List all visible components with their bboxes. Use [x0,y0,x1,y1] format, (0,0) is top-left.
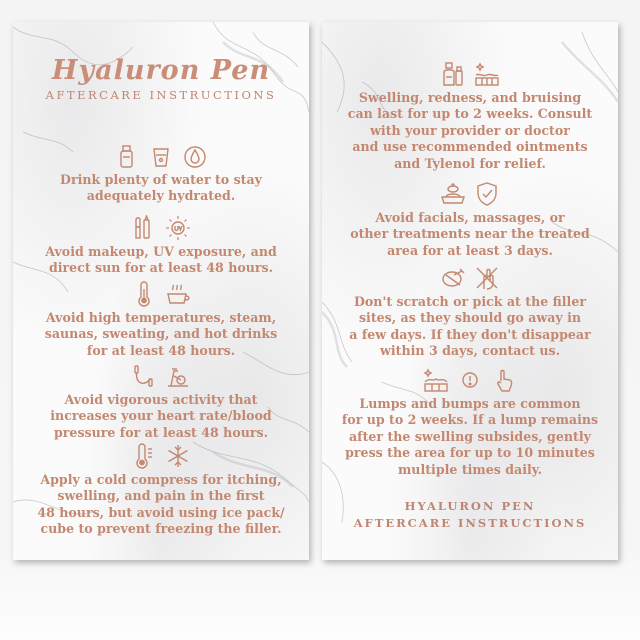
sun-uv-icon [165,215,191,241]
line: Avoid vigorous activity that [64,392,258,407]
instruction-text [13,472,309,538]
line: 48 hours, but avoid using ice pack/ [37,504,285,520]
water-glass-icon [148,143,174,169]
footer-subtitle: AFTERCARE INSTRUCTIONS [353,516,587,530]
line: Avoid makeup, UV exposure, and [45,244,277,259]
line: for at least 48 hours. [86,342,236,358]
line: area for at least 3 days. [387,242,553,258]
instruction-exercise [13,360,309,441]
line: Apply a cold compress for itching, [40,472,282,487]
line: after the swelling subsides, gently [349,428,591,444]
left-card [13,22,309,560]
line: a few days. If they don't disappear [349,326,591,342]
facial-massage-icon [440,181,466,207]
water-drop-icon [182,143,208,169]
instruction-text [322,90,618,172]
line: Avoid high temperatures, steam, [45,310,277,325]
snowflake-icon [165,443,191,469]
line: can last for up to 2 weeks. Consult [347,106,593,122]
line: saunas, sweating, and hot drinks [44,326,278,342]
line: and Tylenol for relief. [394,155,546,171]
thermometer-icon [131,281,157,307]
line: Drink plenty of water to stay [60,172,262,187]
line: Swelling, redness, and bruising [358,90,582,105]
instruction-cold-compress [13,440,309,538]
line: increases your heart rate/blood [50,408,272,424]
instruction-swelling [322,58,618,172]
hot-drink-icon [165,281,191,307]
instruction-text [322,210,618,259]
line: Lumps and bumps are common [359,396,581,411]
line: direct sun for at least 48 hours. [48,260,274,276]
ointment-tube-icon [440,61,466,87]
line: cube to prevent freezing the filler. [40,521,282,537]
line: pressure for at least 48 hours. [53,424,268,440]
card-footer [322,498,618,532]
line: Avoid facials, massages, or [375,210,565,225]
instruction-text [322,396,618,478]
line: for up to 2 weeks. If a lump remains [341,412,599,428]
line: swelling, and pain in the first [57,488,265,504]
instruction-heat [13,278,309,359]
instruction-text [13,310,309,359]
jump-rope-icon [131,363,157,389]
line: adequately hydrated. [86,188,236,204]
line: Don't scratch or pick at the filler [353,294,586,309]
skin-sparkle-icon [474,61,500,87]
card-title: Hyaluron Pen [51,55,271,86]
instruction-lumps [322,364,618,478]
line: and use recommended ointments [352,139,588,155]
footer-brand: HYALURON PEN [404,499,536,513]
line: press the area for up to 10 minutes [345,445,595,461]
water-bottle-icon [114,143,140,169]
instruction-text [13,392,309,441]
line: within 3 days, contact us. [380,343,560,359]
instruction-hydration [13,140,309,205]
instruction-makeup-sun [13,212,309,277]
exercise-bike-icon [165,363,191,389]
right-card [322,22,618,560]
instruction-text [13,244,309,277]
instruction-text [13,172,309,205]
line: multiple times daily. [397,461,543,477]
cold-thermometer-icon [131,443,157,469]
line: with your provider or doctor [370,122,570,138]
shield-check-icon [474,181,500,207]
instruction-no-facials [322,178,618,259]
skin-bump-icon [423,367,449,393]
filler-injection-icon [440,265,466,291]
card-subtitle: AFTERCARE INSTRUCTIONS [45,88,277,102]
no-scratch-icon [474,265,500,291]
makeup-brush-icon [131,215,157,241]
press-finger-icon [491,367,517,393]
line: sites, as they should go away in [358,310,582,326]
instruction-no-scratch [322,262,618,360]
line: other treatments near the treated [350,226,590,242]
warning-icon [457,367,483,393]
instruction-text [322,294,618,360]
